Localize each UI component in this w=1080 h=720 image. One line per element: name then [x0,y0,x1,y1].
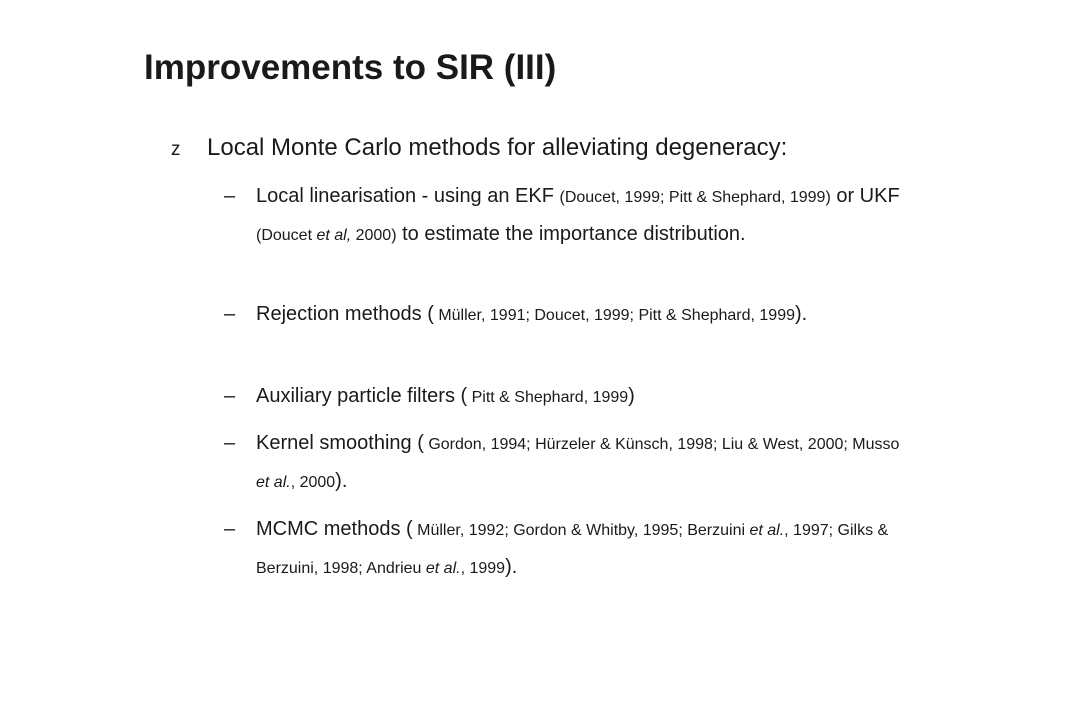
sub-item-text [256,425,916,501]
text-run: Auxiliary particle filters ( [256,385,468,407]
text-run: ). [795,303,808,325]
text-run: ). [505,556,518,578]
text-run: (Doucet, 1999; Pitt & Shephard, 1999) [559,189,831,206]
text-run: Müller, 1991; Doucet, 1999; Pitt & Shephard, 1999 [433,307,795,324]
dash-bullet: – [224,303,236,325]
sub-item-local-linearisation [224,178,924,254]
text-run: to estimate the importance distribution. [396,223,746,245]
sub-item-text [256,296,916,334]
text-run: Local linearisation - using an EKF [256,185,560,207]
text-run: ). [335,470,348,492]
text-run: , 1999 [460,560,506,577]
z-bullet-icon: z [171,139,181,160]
text-run: Pitt & Shephard, 1999 [467,389,629,406]
text-run: ) [628,385,635,407]
sub-item-kernel-smoothing [224,425,924,501]
text-run: et al. [256,474,291,491]
text-run: (Doucet [256,227,317,244]
dash-bullet: – [224,385,236,407]
text-run: Kernel smoothing ( [256,432,424,454]
text-run: et al, [316,227,352,244]
sub-item-rejection-methods [224,296,924,334]
text-run: 2000) [351,227,397,244]
text-run: , 2000 [290,474,336,491]
text-run: et al. [425,560,461,577]
dash-bullet: – [224,432,236,454]
sub-item-text [256,378,916,416]
text-run: Gordon, 1994; Hürzeler & Künsch, 1998; Liu & West, 2000; Musso [423,436,900,453]
dash-bullet: – [224,185,236,207]
dash-bullet: – [224,518,236,540]
text-run: MCMC methods ( [256,518,413,540]
text-run: Müller, 1992; Gordon & Whitby, 1995; Berzuini [412,522,750,539]
text-run: Rejection methods ( [256,303,434,325]
slide-title: Improvements to SIR (III) [144,48,557,87]
sub-item-mcmc-methods [224,511,924,587]
sub-item-text [256,511,916,587]
main-bullet-text: Local Monte Carlo methods for alleviating degeneracy: [207,134,788,161]
sub-item-text [256,178,916,254]
text-run: , 1997; Gilks & Berzuini, 1998; Andrieu [256,522,889,577]
main-bullet [171,134,787,162]
sub-item-auxiliary-particle-filters [224,378,924,416]
text-run: or UKF [830,185,900,207]
text-run: et al. [749,522,785,539]
